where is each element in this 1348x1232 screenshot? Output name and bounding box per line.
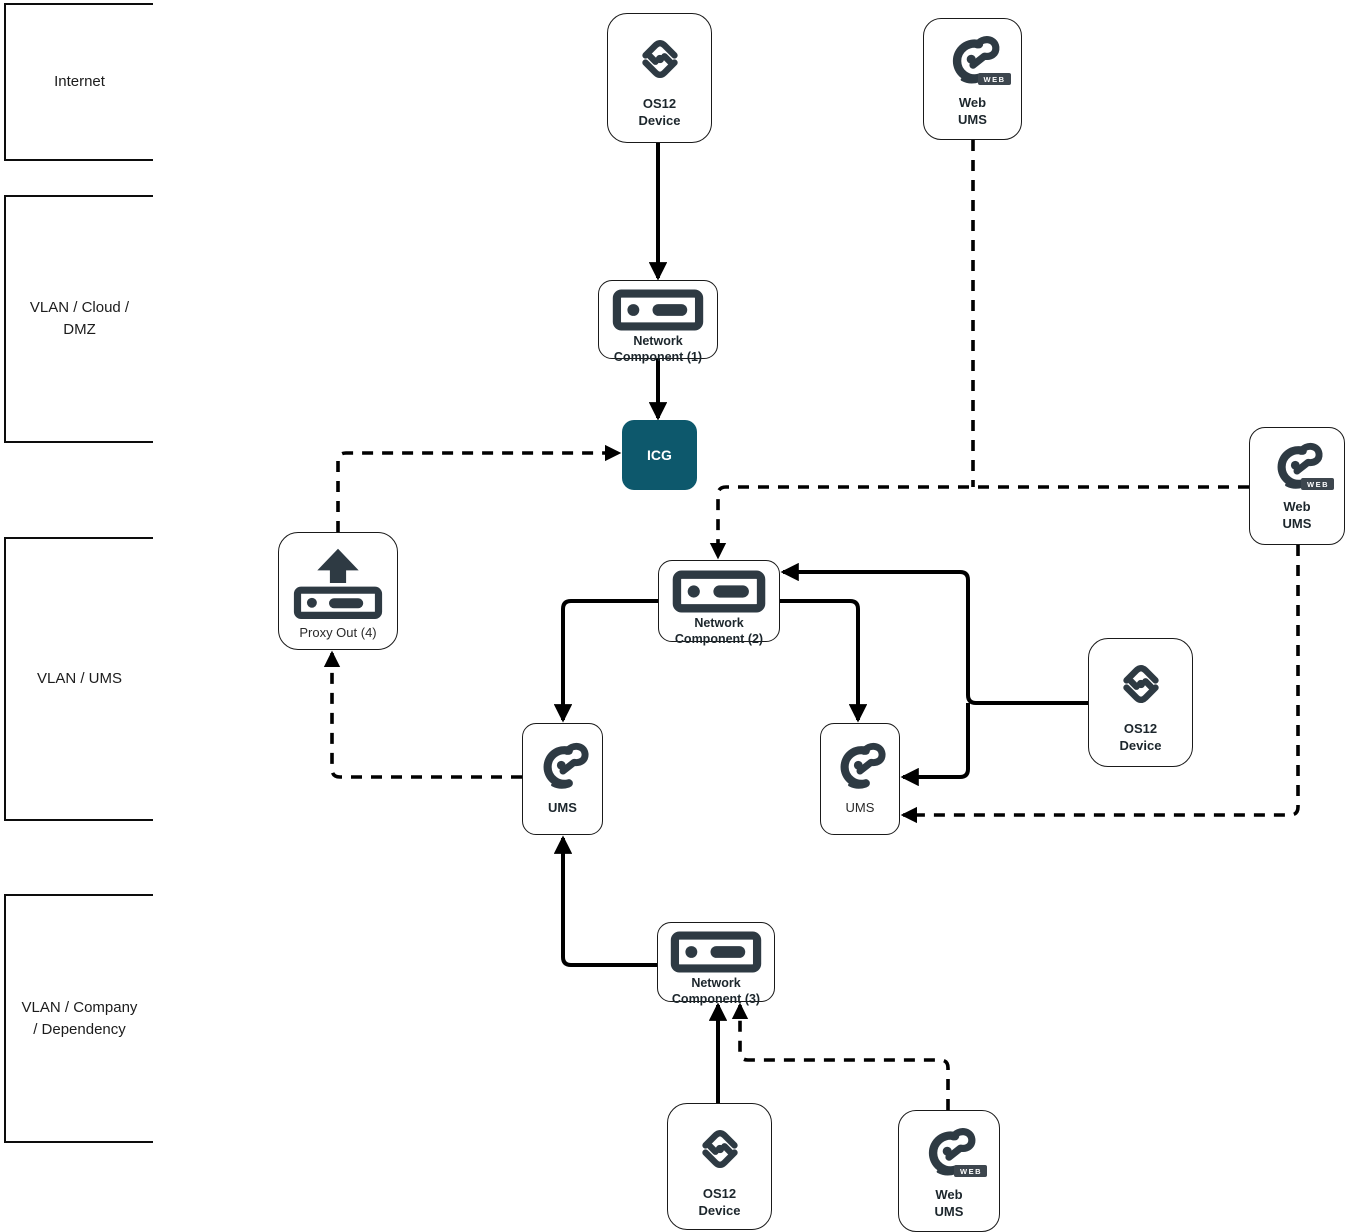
edge-proxyout-to-icg [338, 453, 619, 532]
proxy-out-icon [293, 545, 383, 621]
edge-nc3-to-umsleft [563, 838, 657, 965]
node-os12-device-right [1088, 638, 1193, 767]
node-ums-right [820, 723, 900, 835]
node-label: OS12 Device [698, 1186, 741, 1218]
zone-vlan-company-dependency-label: VLAN / Company / Dependency [21, 998, 138, 1038]
node-proxy-out-4 [278, 532, 398, 650]
node-web-ums-right [1249, 427, 1345, 545]
ums-logo-icon [534, 738, 592, 796]
node-ums-left [522, 723, 603, 835]
node-label: Network Component (2) [674, 616, 764, 647]
node-label: UMS [548, 800, 577, 815]
ums-logo-icon [831, 738, 889, 796]
web-badge: WEB [954, 1165, 987, 1177]
web-ums-logo-icon [943, 31, 1006, 91]
edge-os12right-to-umsright [903, 703, 968, 777]
node-label: Network Component (3) [671, 976, 761, 1007]
zone-vlan-company-dependency [4, 894, 153, 1143]
node-os12-device-top [607, 13, 712, 143]
zone-internet-label: Internet [54, 73, 105, 91]
web-ums-logo-icon [919, 1123, 982, 1183]
web-badge: WEB [1301, 478, 1334, 490]
node-label: Web UMS [934, 1187, 964, 1219]
edge-nc2-to-umsright [780, 601, 858, 720]
zone-vlan-cloud-dmz-label: VLAN / Cloud / DMZ [29, 299, 130, 338]
zone-internet [4, 3, 153, 161]
edge-webumsright-to-nc2 [718, 487, 1249, 557]
node-web-ums-bottom [898, 1110, 1000, 1232]
node-label: OS12 Device [638, 96, 681, 128]
node-label: OS12 Device [1119, 721, 1162, 753]
node-web-ums-top [923, 18, 1022, 140]
zone-vlan-ums [4, 537, 153, 821]
edge-nc2-to-umsleft [563, 601, 658, 720]
node-label: Network Component (1) [613, 334, 703, 365]
node-icg [622, 420, 697, 490]
web-badge: WEB [978, 73, 1011, 85]
edge-webumsbottom-to-nc3 [740, 1005, 948, 1110]
network-switch-icon [668, 931, 764, 973]
web-ums-logo-icon [1268, 438, 1329, 496]
node-label: Web UMS [1282, 499, 1312, 531]
node-label: ICG [647, 446, 672, 463]
network-switch-icon [610, 289, 706, 331]
node-network-component-2 [658, 560, 780, 647]
node-os12-device-bottom [667, 1103, 772, 1230]
edge-umsleft-to-proxyout [332, 653, 522, 777]
zone-vlan-cloud-dmz [4, 195, 153, 443]
edge-os12right-to-nc2 [783, 572, 1088, 703]
network-switch-icon [670, 570, 768, 613]
node-label: UMS [845, 800, 875, 815]
os12-logo-icon [688, 1117, 752, 1181]
node-network-component-3 [657, 922, 775, 1007]
node-label: Proxy Out (4) [299, 625, 377, 640]
node-network-component-1 [598, 280, 718, 365]
os12-logo-icon [628, 27, 692, 91]
zone-vlan-ums-label: VLAN / UMS [36, 670, 123, 688]
os12-logo-icon [1109, 652, 1173, 716]
node-label: Web UMS [958, 95, 987, 127]
